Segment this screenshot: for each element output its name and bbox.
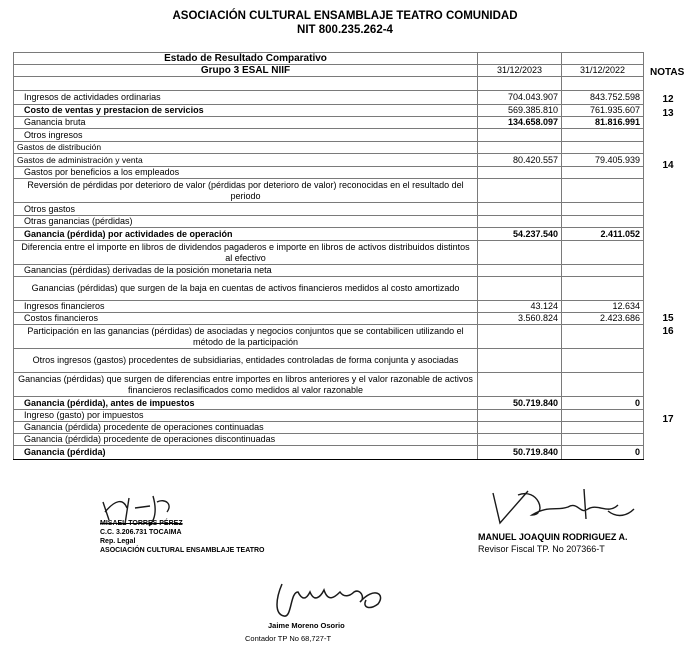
value-2022	[562, 422, 644, 434]
table-row	[14, 446, 644, 460]
value-2023	[478, 203, 562, 216]
row-label: Ganancias (pérdidas) que surgen de diferencias entre importes en libros anteriores y el valor razonable de activos financieros reclasificados como medidos al valor razonable	[14, 373, 478, 397]
row-label: Otros ingresos	[14, 129, 478, 142]
row-label: Ingresos de actividades ordinarias	[14, 91, 478, 105]
value-2023	[478, 373, 562, 397]
table-row	[14, 129, 644, 142]
row-label: Ganancia (pérdida) procedente de operaciones continuadas	[14, 422, 478, 434]
row-label: Reversión de pérdidas por deterioro de valor (pérdidas por deterioro de valor) reconocidas en el resultado del periodo	[14, 179, 478, 203]
note-number: 14	[662, 160, 674, 171]
value-2022	[562, 167, 644, 179]
fiscal-reviewer-name: MANUEL JOAQUIN RODRIGUEZ A.	[478, 532, 628, 542]
value-2023: 43.124	[478, 301, 562, 313]
value-2022: 0	[562, 446, 644, 460]
statement-group: Grupo 3 ESAL NIIF	[14, 65, 478, 77]
fiscal-reviewer-role: Revisor Fiscal TP. No 207366-T	[478, 544, 605, 554]
value-2022	[562, 179, 644, 203]
empty-cell	[562, 53, 644, 65]
note-number: 17	[662, 414, 674, 425]
empty-cell	[478, 53, 562, 65]
value-2022	[562, 216, 644, 228]
table-row	[14, 216, 644, 228]
value-2022	[562, 277, 644, 301]
row-label: Otros gastos	[14, 203, 478, 216]
value-2022: 843.752.598	[562, 91, 644, 105]
value-2023	[478, 167, 562, 179]
date-column-2022: 31/12/2022	[562, 65, 644, 77]
table-row	[14, 349, 644, 373]
note-number: 15	[662, 313, 674, 324]
row-label: Otros ingresos (gastos) procedentes de subsidiarias, entidades controladas de forma conjunta y asociadas	[14, 349, 478, 373]
table-row	[14, 117, 644, 129]
table-row	[14, 228, 644, 241]
table-row	[14, 313, 644, 325]
legal-rep-block	[100, 519, 265, 555]
value-2022	[562, 373, 644, 397]
row-label: Ganancias (pérdidas) derivadas de la posición monetaria neta	[14, 265, 478, 277]
table-row	[14, 241, 644, 265]
value-2022	[562, 129, 644, 142]
legal-rep-role: Rep. Legal	[100, 538, 136, 545]
value-2022	[562, 325, 644, 349]
row-label: Ganancia (pérdida)	[14, 446, 478, 460]
value-2022: 2.423.686	[562, 313, 644, 325]
table-row	[14, 277, 644, 301]
row-label: Gastos por beneficios a los empleados	[14, 167, 478, 179]
table-row	[14, 203, 644, 216]
row-label: Gastos de distribución	[14, 142, 478, 154]
row-label: Ganancia bruta	[14, 117, 478, 129]
row-label: Ganancia (pérdida), antes de impuestos	[14, 397, 478, 410]
spacer-cell	[14, 77, 478, 91]
table-row	[14, 301, 644, 313]
value-2023	[478, 422, 562, 434]
table-row	[14, 265, 644, 277]
row-label: Otras ganancias (pérdidas)	[14, 216, 478, 228]
value-2022: 81.816.991	[562, 117, 644, 129]
notas-header: NOTAS	[650, 67, 685, 78]
fiscal-reviewer-signature-icon	[488, 485, 638, 530]
row-label: Ingreso (gasto) por impuestos	[14, 410, 478, 422]
accountant-name: Jaime Moreno Osorio	[268, 621, 345, 630]
value-2022	[562, 265, 644, 277]
value-2023: 569.385.810	[478, 105, 562, 117]
accountant-role: Contador TP No 68,727-T	[245, 634, 332, 643]
table-row	[14, 167, 644, 179]
table-row	[14, 434, 644, 446]
table-row	[14, 142, 644, 154]
legal-rep-cc: C.C. 3.206.731 TOCAIMA	[100, 529, 182, 536]
row-label: Ganancias (pérdidas) que surgen de la baja en cuentas de activos financieros medidos al costo amortizado	[14, 277, 478, 301]
date-column-2023: 31/12/2023	[478, 65, 562, 77]
value-2023: 134.658.097	[478, 117, 562, 129]
value-2022	[562, 203, 644, 216]
note-number: 13	[662, 108, 674, 119]
value-2022	[562, 142, 644, 154]
row-label: Ganancia (pérdida) procedente de operaciones discontinuadas	[14, 434, 478, 446]
value-2023	[478, 325, 562, 349]
spacer-cell	[562, 77, 644, 91]
table-row	[14, 179, 644, 203]
row-label: Costos financieros	[14, 313, 478, 325]
value-2022	[562, 410, 644, 422]
spacer-cell	[478, 77, 562, 91]
row-label: Diferencia entre el importe en libros de dividendos pagaderos e importe en libros de activos distribuidos distintos al efectivo	[14, 241, 478, 265]
value-2023	[478, 241, 562, 265]
table-row	[14, 422, 644, 434]
value-2023	[478, 434, 562, 446]
table-row	[14, 154, 644, 167]
note-number: 12	[662, 94, 674, 105]
value-2023	[478, 349, 562, 373]
organization-title: ASOCIACIÓN CULTURAL ENSAMBLAJE TEATRO COMUNIDAD	[172, 10, 518, 22]
legal-rep-org: ASOCIACIÓN CULTURAL ENSAMBLAJE TEATRO	[100, 547, 265, 554]
value-2022	[562, 434, 644, 446]
table-row	[14, 325, 644, 349]
value-2023	[478, 129, 562, 142]
row-label: Gastos de administración y venta	[14, 154, 478, 167]
statement-title: Estado de Resultado Comparativo	[14, 53, 478, 65]
value-2023	[478, 216, 562, 228]
value-2022	[562, 241, 644, 265]
organization-nit: NIT 800.235.262-4	[297, 24, 393, 36]
value-2022: 2.411.052	[562, 228, 644, 241]
value-2023: 3.560.824	[478, 313, 562, 325]
row-label: Ganancia (pérdida) por actividades de operación	[14, 228, 478, 241]
note-number: 16	[662, 326, 674, 337]
value-2023: 50.719.840	[478, 397, 562, 410]
value-2022: 0	[562, 397, 644, 410]
value-2023	[478, 142, 562, 154]
table-row	[14, 397, 644, 410]
table-row	[14, 410, 644, 422]
value-2023: 704.043.907	[478, 91, 562, 105]
value-2022: 79.405.939	[562, 154, 644, 167]
value-2023	[478, 277, 562, 301]
row-label: Ingresos financieros	[14, 301, 478, 313]
table-row	[14, 105, 644, 117]
value-2023	[478, 179, 562, 203]
value-2023	[478, 410, 562, 422]
legal-rep-name: MISAEL TORRES PÉREZ	[100, 520, 183, 527]
value-2023: 50.719.840	[478, 446, 562, 460]
value-2022: 761.935.607	[562, 105, 644, 117]
value-2023: 54.237.540	[478, 228, 562, 241]
row-label: Costo de ventas y prestacion de servicios	[14, 105, 478, 117]
table-row	[14, 373, 644, 397]
row-label: Participación en las ganancias (pérdidas) de asociadas y negocios conjuntos que se contabilicen utilizando el método de la participación	[14, 325, 478, 349]
income-statement-table	[13, 52, 644, 460]
value-2023	[478, 265, 562, 277]
value-2022: 12.634	[562, 301, 644, 313]
accountant-signature-icon	[262, 578, 392, 623]
table-row	[14, 91, 644, 105]
value-2022	[562, 349, 644, 373]
value-2023: 80.420.557	[478, 154, 562, 167]
